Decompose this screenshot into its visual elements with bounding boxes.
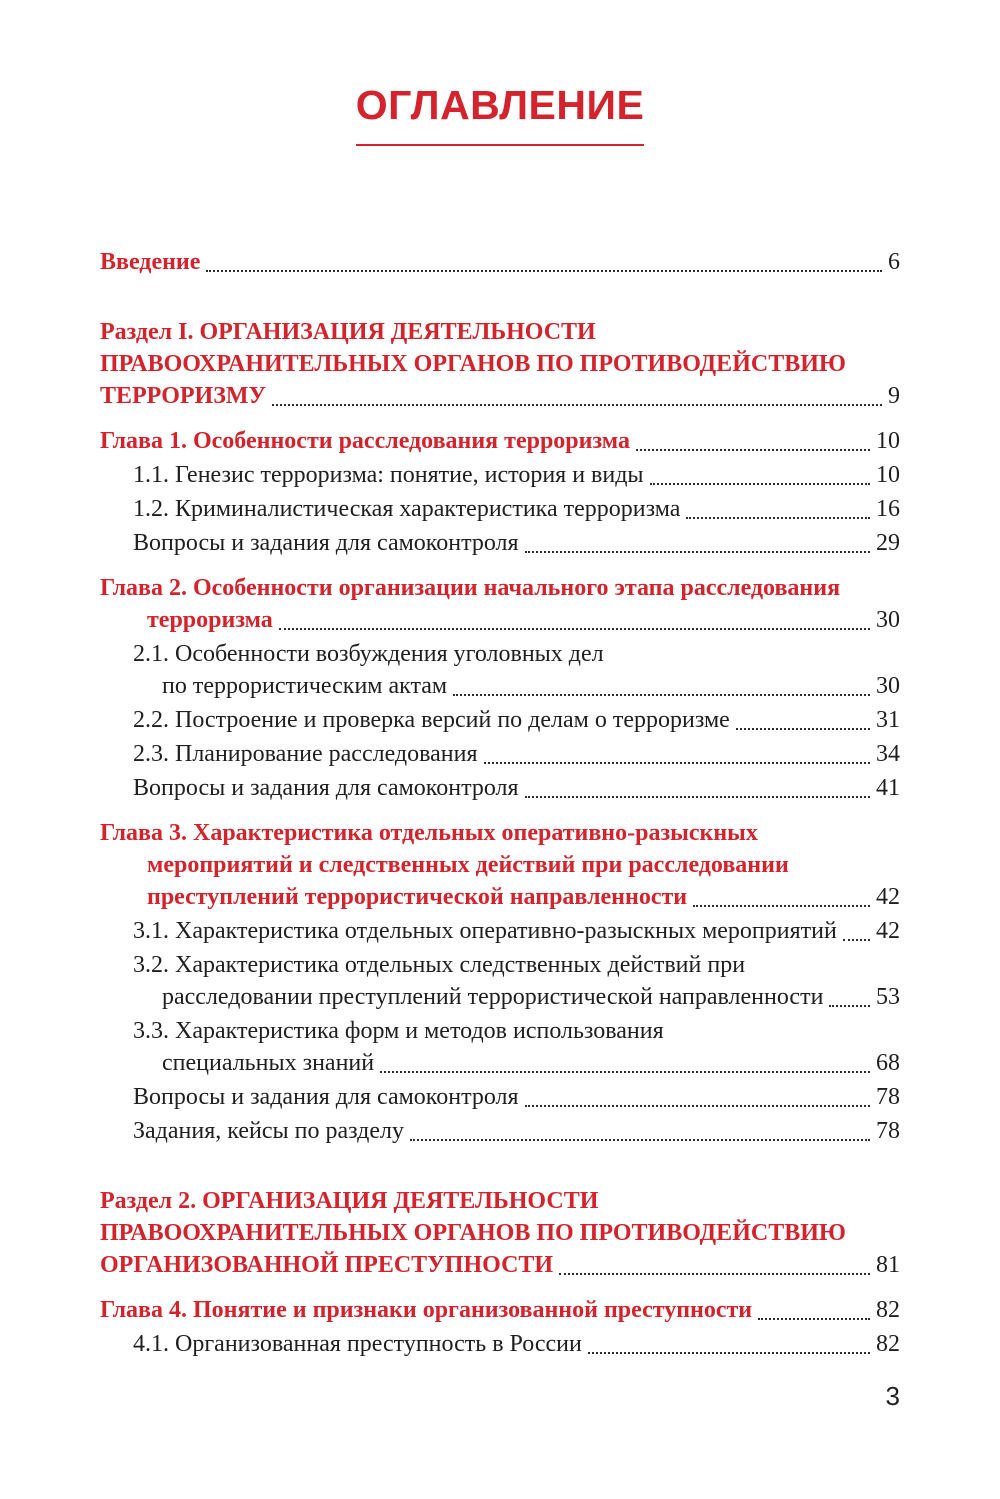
toc-entry-line xyxy=(100,1185,900,1217)
toc-entry xyxy=(100,1115,900,1147)
toc-entry-page: 81 xyxy=(876,1252,900,1278)
toc-entry-text: 3.1. Характеристика отдельных оперативно-разыскных мероприятий xyxy=(133,918,837,944)
toc-entry-page: 41 xyxy=(876,775,900,801)
toc-entry xyxy=(100,772,900,804)
toc-entry-line xyxy=(100,817,900,849)
toc-entry-page: 30 xyxy=(876,607,900,633)
toc-entry-text: Глава 1. Особенности расследования терроризма xyxy=(100,428,630,454)
toc-entry-page: 9 xyxy=(888,383,900,409)
toc-entry-line xyxy=(100,527,900,559)
toc-entry-page: 68 xyxy=(876,1050,900,1076)
toc-entry-text: 2.3. Планирование расследования xyxy=(133,741,478,767)
toc-entry-text: 2.2. Построение и проверка версий по делам о терроризме xyxy=(133,707,730,733)
toc-entry xyxy=(100,425,900,457)
toc-entry xyxy=(100,949,900,1013)
toc-entry-text: ПРАВООХРАНИТЕЛЬНЫХ ОРГАНОВ ПО ПРОТИВОДЕЙСТВИЮ xyxy=(100,351,846,377)
toc-entry-text: Глава 4. Понятие и признаки организованной преступности xyxy=(100,1297,753,1323)
toc-entry-line xyxy=(100,638,900,670)
toc-entry-page: 30 xyxy=(876,673,900,699)
page-number: 3 xyxy=(885,1381,900,1411)
toc-entry-text: ТЕРРОРИЗМУ xyxy=(100,383,267,409)
toc-entry-text: Глава 3. Характеристика отдельных оперативно-разыскных xyxy=(100,820,758,846)
toc-entry-page: 78 xyxy=(876,1084,900,1110)
toc-entry-text: терроризма xyxy=(147,607,273,633)
toc-entry-text: Глава 2. Особенности организации начального этапа расследования xyxy=(100,575,841,601)
toc-entry-text: специальных знаний xyxy=(162,1050,375,1076)
toc-entry-line xyxy=(100,425,900,457)
toc-entry xyxy=(100,527,900,559)
toc-entry-text: Вопросы и задания для самоконтроля xyxy=(133,530,519,556)
toc-entry-line xyxy=(100,1015,900,1047)
toc-entry-page: 16 xyxy=(876,496,900,522)
toc-entry-text: расследовании преступлений террористической направленности xyxy=(162,984,824,1010)
toc-entry-text: 1.1. Генезис терроризма: понятие, история и виды xyxy=(133,462,644,488)
toc-entry-line xyxy=(100,1047,900,1079)
toc-entry xyxy=(100,1185,900,1281)
toc-entry-text: по террористическим актам xyxy=(162,673,448,699)
toc-entry xyxy=(100,493,900,525)
toc-entry-line xyxy=(100,1328,900,1360)
toc-entry-page: 82 xyxy=(876,1297,900,1323)
toc-entry-text: 3.3. Характеристика форм и методов использования xyxy=(133,1018,664,1044)
toc-entry-page: 53 xyxy=(876,984,900,1010)
toc-entry-text: Введение xyxy=(100,249,201,275)
toc-entry xyxy=(100,1081,900,1113)
toc-entry-line xyxy=(100,981,900,1013)
toc-entry-line xyxy=(100,881,900,913)
toc-entry-text: ПРАВООХРАНИТЕЛЬНЫХ ОРГАНОВ ПО ПРОТИВОДЕЙСТВИЮ xyxy=(100,1220,846,1246)
toc-entry-line xyxy=(100,670,900,702)
toc-entry-text: 4.1. Организованная преступность в России xyxy=(133,1331,582,1357)
toc-entry-page: 34 xyxy=(876,741,900,767)
toc-entry-text: Раздел I. ОРГАНИЗАЦИЯ ДЕЯТЕЛЬНОСТИ xyxy=(100,319,596,345)
toc-entry-line xyxy=(100,493,900,525)
toc-entry-text: мероприятий и следственных действий при расследовании xyxy=(147,852,789,878)
toc-entry-line xyxy=(100,1249,900,1281)
toc-entry xyxy=(100,572,900,636)
toc-entry-line xyxy=(100,316,900,348)
toc-entry-page: 6 xyxy=(888,249,900,275)
toc-entry-line xyxy=(100,604,900,636)
toc-entry-text: 1.2. Криминалистическая характеристика терроризма xyxy=(133,496,681,522)
toc-entry-text: преступлений террористической направленности xyxy=(147,884,688,910)
toc-entry-text: 3.2. Характеристика отдельных следственных действий при xyxy=(133,952,746,978)
toc-entry-line xyxy=(100,1115,900,1147)
toc-entry-line xyxy=(100,348,900,380)
page-title: ОГЛАВЛЕНИЕ xyxy=(355,82,645,128)
toc-entry xyxy=(100,246,900,278)
toc-entry-page: 10 xyxy=(876,428,900,454)
toc-entry-page: 42 xyxy=(876,918,900,944)
toc-entry-line xyxy=(100,849,900,881)
toc-entry-page: 42 xyxy=(876,884,900,910)
toc-entry-line xyxy=(100,1294,900,1326)
toc-entry xyxy=(100,1294,900,1326)
toc-entry xyxy=(100,1328,900,1360)
toc-entry-line xyxy=(100,1081,900,1113)
toc-entry xyxy=(100,817,900,913)
toc-entry-line xyxy=(100,1217,900,1249)
toc-entry-text: ОРГАНИЗОВАННОЙ ПРЕСТУПНОСТИ xyxy=(100,1252,554,1278)
toc-entry xyxy=(100,316,900,412)
toc-entry-line xyxy=(100,459,900,491)
toc-entry-text: Раздел 2. ОРГАНИЗАЦИЯ ДЕЯТЕЛЬНОСТИ xyxy=(100,1188,599,1214)
toc-entry-line xyxy=(100,738,900,770)
title-underline xyxy=(356,144,644,146)
toc-entry-line xyxy=(100,704,900,736)
toc-entry-line xyxy=(100,380,900,412)
toc-entry-page: 29 xyxy=(876,530,900,556)
toc-entry-line xyxy=(100,772,900,804)
toc-entry xyxy=(100,704,900,736)
toc-list xyxy=(100,246,900,1360)
toc-entry-page: 78 xyxy=(876,1118,900,1144)
toc-entry-line xyxy=(100,246,900,278)
toc-entry-page: 82 xyxy=(876,1331,900,1357)
toc-entry-page: 10 xyxy=(876,462,900,488)
toc-entry xyxy=(100,915,900,947)
toc-entry-page: 31 xyxy=(876,707,900,733)
toc-entry-line xyxy=(100,572,900,604)
toc-entry-text: Вопросы и задания для самоконтроля xyxy=(133,1084,519,1110)
toc-entry-line xyxy=(100,915,900,947)
toc-entry-text: Задания, кейсы по разделу xyxy=(133,1118,404,1144)
toc-entry xyxy=(100,459,900,491)
toc-entry-text: 2.1. Особенности возбуждения уголовных дел xyxy=(133,641,604,667)
toc-entry xyxy=(100,638,900,702)
toc-entry xyxy=(100,738,900,770)
toc-entry xyxy=(100,1015,900,1079)
toc-entry-text: Вопросы и задания для самоконтроля xyxy=(133,775,519,801)
toc-entry-line xyxy=(100,949,900,981)
